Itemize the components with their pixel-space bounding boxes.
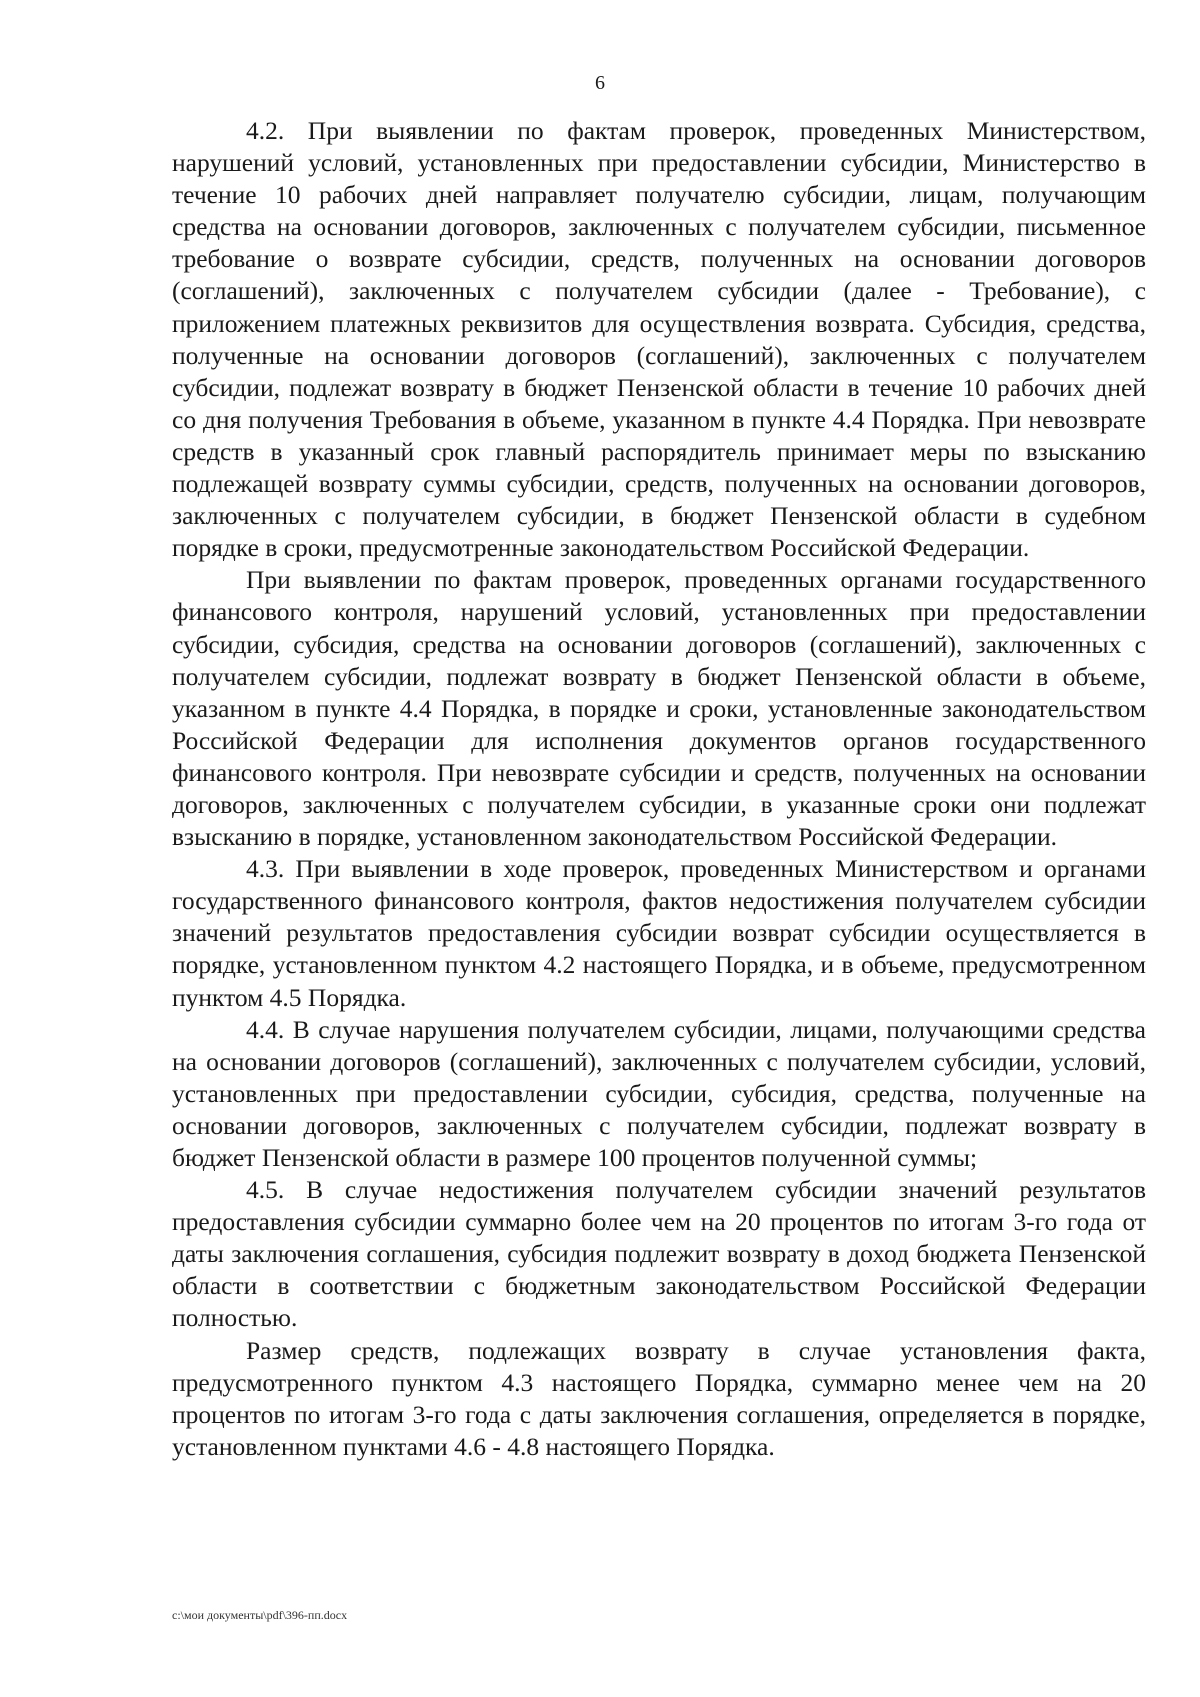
paragraph-4-3: 4.3. При выявлении в ходе проверок, проведенных Министерством и органами государственного финансового контроля, фактов недостижения получателем субсидии значений результатов предоставления субсидии возврат субсидии осуществляется в порядке, установленном пунктом 4.2 настоящего Порядка, и в объеме, предусмотренном пунктом 4.5 Порядка. <box>172 854 1146 1012</box>
document-body <box>172 115 1146 1463</box>
paragraph-4-2: 4.2. При выявлении по фактам проверок, проведенных Министерством, нарушений условий, установленных при предоставлении субсидии, Министерство в течение 10 рабочих дней направляет получателю субсидии, лицам, получающим средства на основании договоров, заключенных с получателем субсидии, письменное требование о возврате субсидии, средств, полученных на основании договоров (соглашений), заключенных с получателем субсидии (далее - Требование), с приложением платежных реквизитов для осуществления возврата. Субсидия, средства, полученные на основании договоров (соглашений), заключенных с получателем субсидии, подлежат возврату в бюджет Пензенской области в течение 10 рабочих дней со дня получения Требования в объеме, указанном в пункте 4.4 Порядка. При невозврате средств в указанный срок главный распорядитель принимает меры по взысканию подлежащей возврату суммы субсидии, средств, полученных на основании договоров, заключенных с получателем субсидии, в бюджет Пензенской области в судебном порядке в сроки, предусмотренные законодательством Российской Федерации. <box>172 116 1146 563</box>
footer-file-path: c:\мои документы\pdf\396-пп.docx <box>172 1608 348 1622</box>
paragraph-4-5: 4.5. В случае недостижения получателем субсидии значений результатов предоставления субсидии суммарно более чем на 20 процентов по итогам 3-го года от даты заключения соглашения, субсидия подлежит возврату в доход бюджета Пензенской области в соответствии с бюджетным законодательством Российской Федерации полностью. <box>172 1175 1146 1333</box>
paragraph-refund-amount: Размер средств, подлежащих возврату в случае установления факта, предусмотренного пунктом 4.3 настоящего Порядка, суммарно менее чем на 20 процентов по итогам 3-го года с даты заключения соглашения, определяется в порядке, установленном пунктами 4.6 - 4.8 настоящего Порядка. <box>172 1335 1146 1461</box>
paragraph-control-bodies: При выявлении по фактам проверок, проведенных органами государственного финансового контроля, нарушений условий, установленных при предоставлении субсидии, субсидия, средства на основании договоров (соглашений), заключенных с получателем субсидии, подлежат возврату в бюджет Пензенской области в объеме, указанном в пункте 4.4 Порядка, в порядке и сроки, установленные законодательством Российской Федерации для исполнения документов органов государственного финансового контроля. При невозврате субсидии и средств, полученных на основании договоров, заключенных с получателем субсидии, в указанные сроки они подлежат взысканию в порядке, установленном законодательством Российской Федерации. <box>172 565 1146 852</box>
paragraph-4-4: 4.4. В случае нарушения получателем субсидии, лицами, получающими средства на основании договоров (соглашений), заключенных с получателем субсидии, условий, установленных при предоставлении субсидии, субсидия, средства, полученные на основании договоров, заключенных с получателем субсидии, подлежат возврату в бюджет Пензенской области в размере 100 процентов полученной суммы; <box>172 1014 1146 1172</box>
page-number: 6 <box>595 72 605 94</box>
